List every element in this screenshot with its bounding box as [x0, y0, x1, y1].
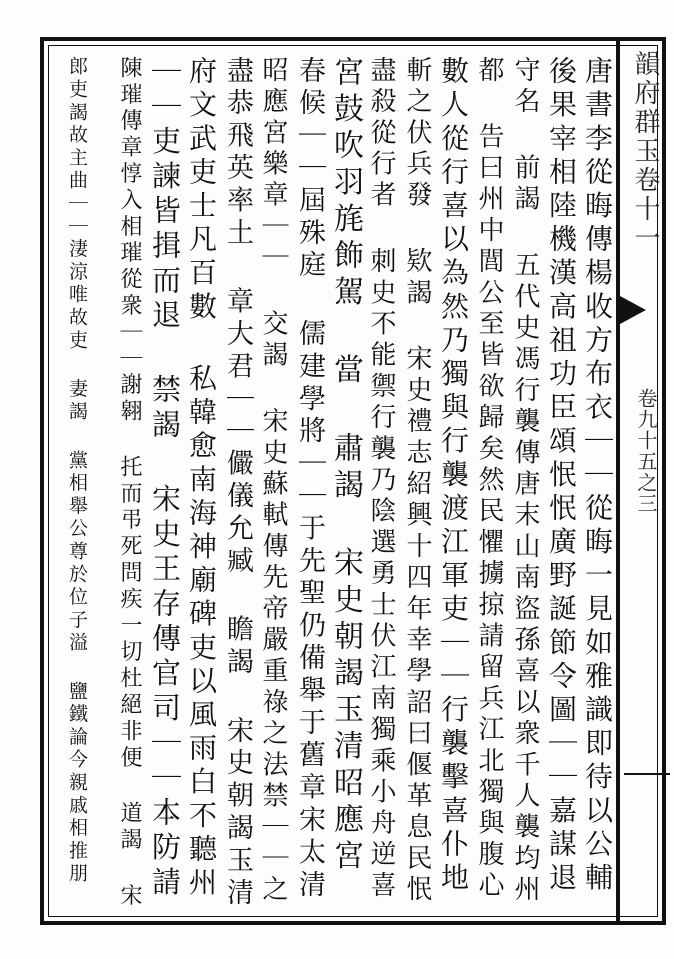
fishtail-mark-icon	[620, 296, 672, 324]
text-column-6: 斬之伏兵發 欵謁 宋史禮志紹興十四年幸學詔曰偃革息民怋	[402, 56, 432, 907]
text-column-4: 都 告曰州中閭公至皆欲歸矣然民懼擄掠請留兵江北獨與腹心	[474, 56, 504, 903]
text-column-15: 郎吏謁故主曲｜｜淒涼唯故吏 妻謁 黨相舉公尊於位子溢 鹽鐵論今親戚相推朋	[66, 56, 88, 886]
text-column-10: 昭應宮樂章｜｜ 交謁 宋史蘇軾傳先帝嚴重祿之法禁｜｜之	[258, 56, 288, 907]
text-column-8: 宮鼓吹羽旄飾駕 當 肅謁 宋史朝謁玉清昭應宮	[328, 56, 363, 877]
text-column-13: ｜｜吏諫皆揖而退 禁謁 宋史王存傳官司｜｜本防請	[148, 56, 182, 902]
book-title: 韻府群玉卷十一	[630, 50, 660, 253]
chapter-label: 卷九十五之三	[634, 388, 658, 514]
text-column-7: 盡殺從行者 刺史不能禦行襲乃陰選勇士伏江南獨乘小舟逆喜	[366, 56, 396, 903]
text-column-12: 府文武吏士凡百數 私韓愈南海神廟碑吏以風雨白不聽州	[185, 56, 218, 901]
text-column-2: 後果宰相陸機漢高祖功臣頌怋怋廣野誕節令圖｜｜嘉謀退	[545, 56, 578, 896]
text-column-14: 陳璀傳章惇入相璀從衆｜｜謝翱 托而弔死問疾一切杜絕非便 道謁 宋	[117, 56, 142, 910]
text-column-1: 唐書李從晦傳楊收方布衣｜｜從晦一見如雅識即待以公輔	[581, 56, 614, 896]
center-fold-line	[616, 41, 620, 921]
text-column-5: 數人從行喜以為然乃獨與行襲渡江軍吏｜｜行襲擊喜仆地	[437, 56, 470, 896]
edge-line	[624, 773, 670, 775]
text-column-11: 盡恭飛英率土 章大君｜｜儼儀允臧 瞻謁 宋史朝謁玉清	[222, 56, 253, 911]
text-column-9: 春候｜｜屆殊庭 儒建學將｜｜于先聖仍備舉于舊章宋太清	[294, 56, 325, 903]
text-column-3: 守名 前謁 五代史馮行襲傳唐末山南盜孫喜以衆千人襲均州	[510, 56, 540, 907]
